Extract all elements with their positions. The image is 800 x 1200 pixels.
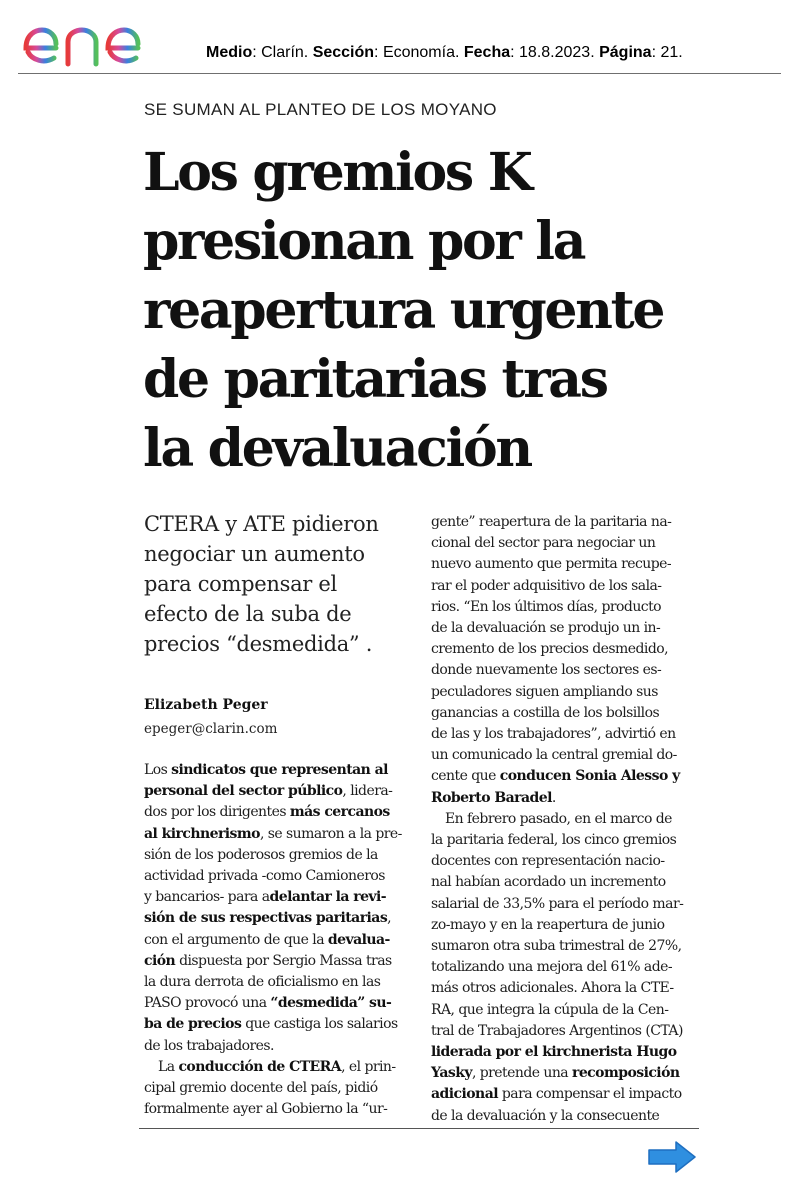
body-line (431, 554, 703, 575)
body-text: de la devaluación se produjo un in- (431, 620, 661, 637)
body-text: , pretende una (471, 1065, 572, 1082)
body-line (144, 781, 414, 802)
body-text: En febrero pasado, en el marco de (445, 810, 672, 827)
body-line (431, 851, 703, 872)
body-text: PASO provocó una (144, 995, 271, 1012)
headline-line: la devaluación (143, 418, 531, 479)
deck-line: precios “desmedida” . (144, 632, 373, 656)
body-text: sumaron otra suba trimestral de 27%, (431, 938, 682, 955)
body-emphasis: conducción de CTERA (178, 1058, 342, 1075)
headline-line: de paritarias tras (143, 349, 607, 410)
body-emphasis: Yasky (431, 1065, 472, 1082)
body-line (144, 802, 414, 823)
body-emphasis: devalua- (327, 931, 390, 948)
body-line (431, 639, 703, 660)
body-line (431, 703, 703, 724)
body-line (431, 894, 703, 915)
body-line (431, 1000, 703, 1021)
headline-line: Los gremios K (143, 142, 531, 203)
body-text: dos por los dirigentes (144, 804, 290, 821)
body-line (144, 993, 414, 1014)
enel-logo (18, 8, 178, 68)
body-text: rar el poder adquisitivo de los sala- (431, 577, 662, 594)
body-emphasis: ción (144, 952, 176, 969)
body-emphasis: más cercanos (289, 804, 390, 821)
body-text: ganancias a costilla de los bolsillos (431, 704, 660, 721)
body-emphasis: ba de precios (144, 1016, 242, 1033)
body-line (144, 1099, 414, 1120)
body-emphasis: liderada por el kirchnerista Hugo (431, 1044, 677, 1061)
article-deck (144, 509, 414, 659)
body-text: cente que (431, 768, 500, 785)
body-text: cipal gremio docente del país, pidió (144, 1080, 378, 1097)
header-divider (18, 73, 781, 74)
body-text: para compensar el impacto (497, 1086, 682, 1103)
body-text: formalmente ayer al Gobierno la “ur- (144, 1101, 388, 1118)
deck-line: negociar un aumento (144, 542, 365, 566)
body-text: nal habían acordado un incremento (431, 874, 666, 891)
author-name: Elizabeth Peger (144, 697, 268, 713)
body-text: , lidera- (342, 783, 393, 800)
body-text: , (387, 910, 392, 927)
body-emphasis: Roberto Baradel (431, 789, 552, 806)
body-line (431, 1084, 703, 1105)
article-kicker: SE SUMAN AL PLANTEO DE LOS MOYANO (144, 100, 497, 119)
body-text: la dura derrota de oficialismo en las (144, 974, 381, 991)
body-text: sión de los poderosos gremios de la (144, 846, 378, 863)
source-metadata: Medio: Clarín. Sección: Economía. Fecha: 18.8.2023. Página: 21. (206, 44, 683, 61)
body-line (431, 1106, 703, 1127)
body-text: donde nuevamente los sectores es- (431, 662, 662, 679)
body-line (144, 760, 414, 781)
body-text: peculadores siguen ampliando sus (431, 683, 658, 700)
body-line (431, 957, 703, 978)
body-text: gente” reapertura de la paritaria na- (431, 514, 672, 530)
body-line (144, 951, 414, 972)
body-line (431, 724, 703, 745)
body-text: Los (144, 762, 172, 778)
body-line (144, 1014, 414, 1035)
body-line (431, 1063, 703, 1084)
pagina-value: 21 (660, 44, 679, 61)
medio-value: Clarín (261, 44, 304, 61)
body-line (431, 682, 703, 703)
body-text: cremento de los precios desmedido, (431, 641, 669, 658)
body-line (144, 845, 414, 866)
author-email[interactable]: epeger@clarin.com (144, 721, 278, 737)
body-line (144, 866, 414, 887)
headline-line: presionan por la (143, 211, 585, 272)
body-line (431, 745, 703, 766)
deck-line: CTERA y ATE pidieron (144, 512, 379, 536)
body-text: de los trabajadores. (144, 1037, 274, 1054)
body-text: más otros adicionales. Ahora la CTE- (431, 980, 674, 997)
body-emphasis: conducen Sonia Alesso y (499, 768, 680, 785)
deck-line: efecto de la suba de (144, 602, 352, 626)
body-text: y bancarios- para a (144, 889, 270, 906)
body-text: cional del sector para negociar un (431, 535, 656, 552)
body-emphasis: delantar la revi- (269, 889, 387, 906)
body-emphasis: sión de sus respectivas paritarias (144, 910, 388, 927)
body-line (431, 766, 703, 787)
medio-label: Medio (206, 44, 253, 61)
body-line (431, 915, 703, 936)
fecha-value: 18.8.2023 (519, 44, 591, 61)
body-text: RA, que integra la cúpula de la Cen- (431, 1001, 669, 1018)
body-line (144, 887, 414, 908)
body-text: que castiga los salarios (241, 1016, 398, 1033)
body-text: La (158, 1058, 179, 1075)
body-text: salarial de 33,5% para el período mar- (431, 895, 684, 912)
pagina-label: Página (599, 44, 652, 61)
deck-line: para compensar el (144, 572, 337, 596)
body-text: la paritaria federal, los cinco gremios (431, 832, 677, 849)
body-emphasis: personal del sector público (144, 783, 343, 800)
body-line (144, 1057, 414, 1078)
headline-line: reapertura urgente (143, 280, 664, 341)
body-emphasis: sindicatos que representan al (171, 762, 388, 778)
arrow-right-icon[interactable] (646, 1140, 698, 1174)
article-headline (143, 138, 723, 483)
body-text: de las y los trabajadores”, advirtió en (431, 726, 676, 743)
body-text: dispuesta por Sergio Massa tras (175, 952, 392, 969)
body-text: actividad privada -como Camioneros (144, 868, 385, 885)
body-text: zo-mayo y en la reapertura de junio (431, 916, 665, 933)
body-text: nuevo aumento que permita recupe- (431, 556, 672, 573)
body-line (144, 972, 414, 993)
body-text: tral de Trabajadores Argentinos (CTA) (431, 1022, 683, 1039)
body-line (144, 824, 414, 845)
body-line (431, 1021, 703, 1042)
body-line (431, 809, 703, 830)
fecha-label: Fecha (463, 44, 511, 61)
body-emphasis: “desmedida” su- (270, 995, 392, 1012)
seccion-label: Sección (312, 44, 375, 61)
body-text: totalizando una mejora del 61% ade- (431, 959, 673, 976)
body-text: , el prin- (341, 1058, 396, 1075)
footer-divider (139, 1128, 699, 1129)
body-line (144, 908, 414, 929)
body-line (431, 660, 703, 681)
body-text: . (551, 789, 556, 806)
body-column-right (431, 512, 703, 1127)
body-line (431, 597, 703, 618)
body-line (431, 576, 703, 597)
body-text: rios. “En los últimos días, producto (431, 598, 662, 615)
body-line (431, 978, 703, 999)
body-line (144, 1036, 414, 1057)
body-emphasis: adicional (431, 1086, 498, 1103)
body-emphasis: al kirchnerismo (144, 825, 260, 842)
body-line (431, 936, 703, 957)
body-text: un comunicado la central gremial do- (431, 747, 677, 764)
body-line (431, 618, 703, 639)
body-line (431, 830, 703, 851)
body-text: docentes con representación nacio- (431, 853, 665, 870)
body-line (431, 533, 703, 554)
body-line (431, 788, 703, 809)
seccion-value: Economía (382, 44, 455, 61)
body-text: de la devaluación y la consecuente (431, 1107, 660, 1124)
body-line (144, 1078, 414, 1099)
body-emphasis: recomposición (572, 1065, 680, 1082)
body-line (431, 872, 703, 893)
body-text: con el argumento de que la (144, 931, 328, 948)
body-line (144, 930, 414, 951)
body-text: , se sumaron a la pre- (259, 825, 402, 842)
body-line (431, 512, 703, 533)
body-column-left (144, 760, 414, 1120)
body-line (431, 1042, 703, 1063)
